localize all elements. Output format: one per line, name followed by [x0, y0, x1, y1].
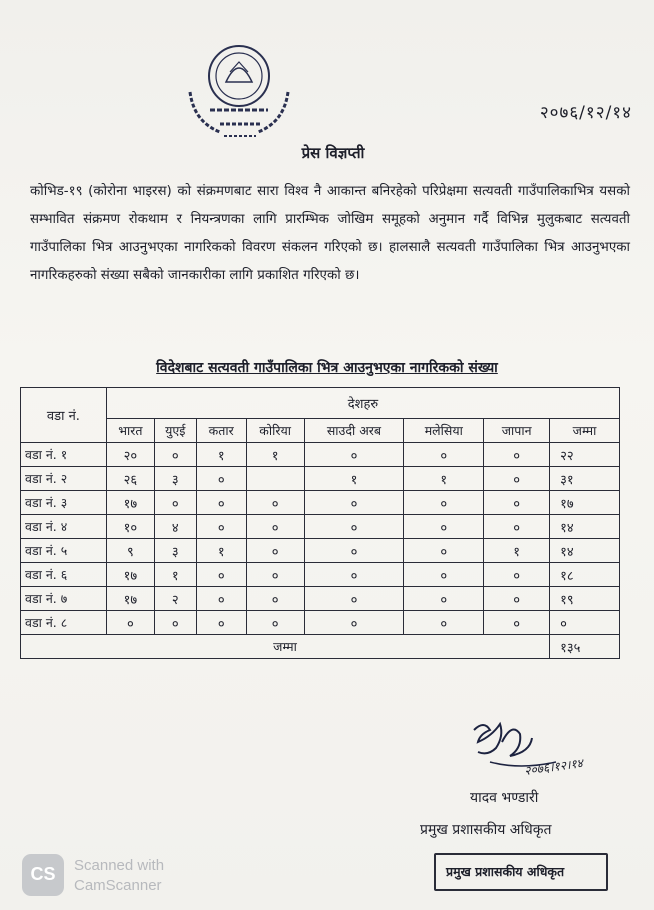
count-cell: ०: [196, 515, 246, 539]
count-cell: १०: [106, 515, 154, 539]
row-total-cell: १७: [550, 491, 620, 515]
count-cell: १: [484, 539, 550, 563]
table-row: [21, 467, 620, 491]
count-cell: ०: [246, 515, 304, 539]
row-total-cell: १४: [550, 515, 620, 539]
grand-total-cell: १३५: [550, 635, 620, 659]
count-cell: ०: [404, 611, 484, 635]
table-title: विदेशबाट सत्यवती गाउँपालिका भित्र आउनुभएका नागरिकको संख्या: [156, 360, 498, 376]
watermark-line-2: CamScanner: [74, 877, 162, 894]
ward-header: वडा नं.: [21, 388, 107, 443]
count-cell: ०: [196, 467, 246, 491]
count-cell: ०: [154, 611, 196, 635]
count-cell: २६: [106, 467, 154, 491]
count-cell: ०: [304, 611, 404, 635]
count-cell: २: [154, 587, 196, 611]
count-cell: ०: [404, 587, 484, 611]
count-cell: ०: [304, 563, 404, 587]
scanner-watermark: [74, 856, 164, 896]
count-cell: ०: [196, 563, 246, 587]
ward-cell: वडा नं. ६: [21, 563, 107, 587]
table-row: [21, 611, 620, 635]
table-row: [21, 491, 620, 515]
page-title: प्रेस विज्ञप्ती: [301, 144, 365, 162]
row-total-cell: १८: [550, 563, 620, 587]
column-header: जम्मा: [550, 419, 620, 443]
table-row: [21, 539, 620, 563]
count-cell: ०: [304, 491, 404, 515]
count-cell: ३: [154, 467, 196, 491]
signatory-name: यादव भण्डारी: [470, 790, 539, 806]
ward-cell: वडा नं. ४: [21, 515, 107, 539]
count-cell: ०: [484, 443, 550, 467]
count-cell: ०: [246, 563, 304, 587]
count-cell: १७: [106, 587, 154, 611]
row-total-cell: ३१: [550, 467, 620, 491]
count-cell: ०: [484, 611, 550, 635]
column-header: मलेसिया: [404, 419, 484, 443]
count-cell: ०: [304, 587, 404, 611]
ward-cell: वडा नं. ७: [21, 587, 107, 611]
ward-cell: वडा नं. २: [21, 467, 107, 491]
count-cell: १: [404, 467, 484, 491]
table-row: [21, 443, 620, 467]
stamp-text: प्रमुख प्रशासकीय अधिकृत: [446, 864, 565, 879]
count-cell: ०: [404, 539, 484, 563]
signatory-designation: प्रमुख प्रशासकीय अधिकृत: [420, 822, 552, 838]
count-cell: १७: [106, 491, 154, 515]
count-cell: ३: [154, 539, 196, 563]
ward-cell: वडा नं. ५: [21, 539, 107, 563]
camscanner-logo-icon: [22, 854, 64, 896]
row-total-cell: १४: [550, 539, 620, 563]
ward-cell: वडा नं. १: [21, 443, 107, 467]
count-cell: ०: [196, 587, 246, 611]
row-total-cell: ०: [550, 611, 620, 635]
column-header: कोरिया: [246, 419, 304, 443]
count-cell: ०: [484, 467, 550, 491]
count-cell: ०: [404, 515, 484, 539]
watermark-line-1: Scanned with: [74, 857, 165, 874]
count-cell: ०: [484, 563, 550, 587]
handwritten-signature: [460, 712, 620, 792]
count-cell: ०: [484, 491, 550, 515]
table-row: [21, 587, 620, 611]
count-cell: ०: [106, 611, 154, 635]
row-total-cell: १९: [550, 587, 620, 611]
row-total-cell: २२: [550, 443, 620, 467]
body-paragraph: कोभिड-१९ (कोरोना भाइरस) को संक्रमणबाट सारा विश्व नै आकान्त बनिरहेको परिप्रेक्षमा सत्यवती गाउँपालिकाभित्र यसको सम्भावित संक्रमण रोकथाम र नियन्त्रणका लागि प्रारम्भिक जोखिम समूहको अनुमान गर्दै विभिन्न मुलुकबाट सत्यवती गाउँपालिका भित्र आउनुभएका नागरिकको विवरण संकलन गरिएको छ। हालसालै सत्यवती गाउँपालिका भित्र आउनुभएका नागरिकहरुको संख्या सबैको जानकारीका लागि प्रकाशित गरिएको छ।: [30, 184, 630, 283]
count-cell: ०: [404, 491, 484, 515]
column-header: कतार: [196, 419, 246, 443]
document-date: २०७६/१२/१४: [539, 103, 632, 123]
count-cell: ०: [304, 443, 404, 467]
count-cell: ९: [106, 539, 154, 563]
total-row: [21, 635, 620, 659]
column-header: जापान: [484, 419, 550, 443]
count-cell: ०: [304, 515, 404, 539]
count-cell: १: [196, 443, 246, 467]
count-cell: ०: [484, 515, 550, 539]
total-label: जम्मा: [21, 635, 550, 659]
count-cell: १: [304, 467, 404, 491]
signature-date: २०७६।१२।१४: [523, 755, 584, 779]
count-cell: ४: [154, 515, 196, 539]
count-cell: ०: [404, 563, 484, 587]
ward-cell: वडा नं. ३: [21, 491, 107, 515]
ward-cell: वडा नं. ८: [21, 611, 107, 635]
count-cell: ०: [246, 611, 304, 635]
count-cell: १: [154, 563, 196, 587]
column-header: युएई: [154, 419, 196, 443]
column-header-row: [21, 419, 620, 443]
municipality-seal-icon: [180, 32, 298, 150]
count-cell: ०: [154, 443, 196, 467]
count-cell: १: [196, 539, 246, 563]
logo-text: CS: [30, 864, 56, 884]
table-row: [21, 515, 620, 539]
count-cell: ०: [196, 611, 246, 635]
column-header: भारत: [106, 419, 154, 443]
table-row: [21, 563, 620, 587]
count-cell: ०: [196, 491, 246, 515]
count-cell: ०: [404, 443, 484, 467]
count-cell: ०: [154, 491, 196, 515]
count-cell: ०: [484, 587, 550, 611]
count-cell: १७: [106, 563, 154, 587]
countries-header: देशहरु: [106, 388, 619, 419]
table-body: [21, 443, 620, 659]
count-cell: ०: [246, 539, 304, 563]
citizens-table: [20, 387, 620, 659]
count-cell: ०: [246, 587, 304, 611]
count-cell: ०: [304, 539, 404, 563]
count-cell: १: [246, 443, 304, 467]
count-cell: [246, 467, 304, 491]
count-cell: २०: [106, 443, 154, 467]
count-cell: ०: [246, 491, 304, 515]
column-header: साउदी अरब: [304, 419, 404, 443]
designation-stamp: [434, 853, 608, 891]
